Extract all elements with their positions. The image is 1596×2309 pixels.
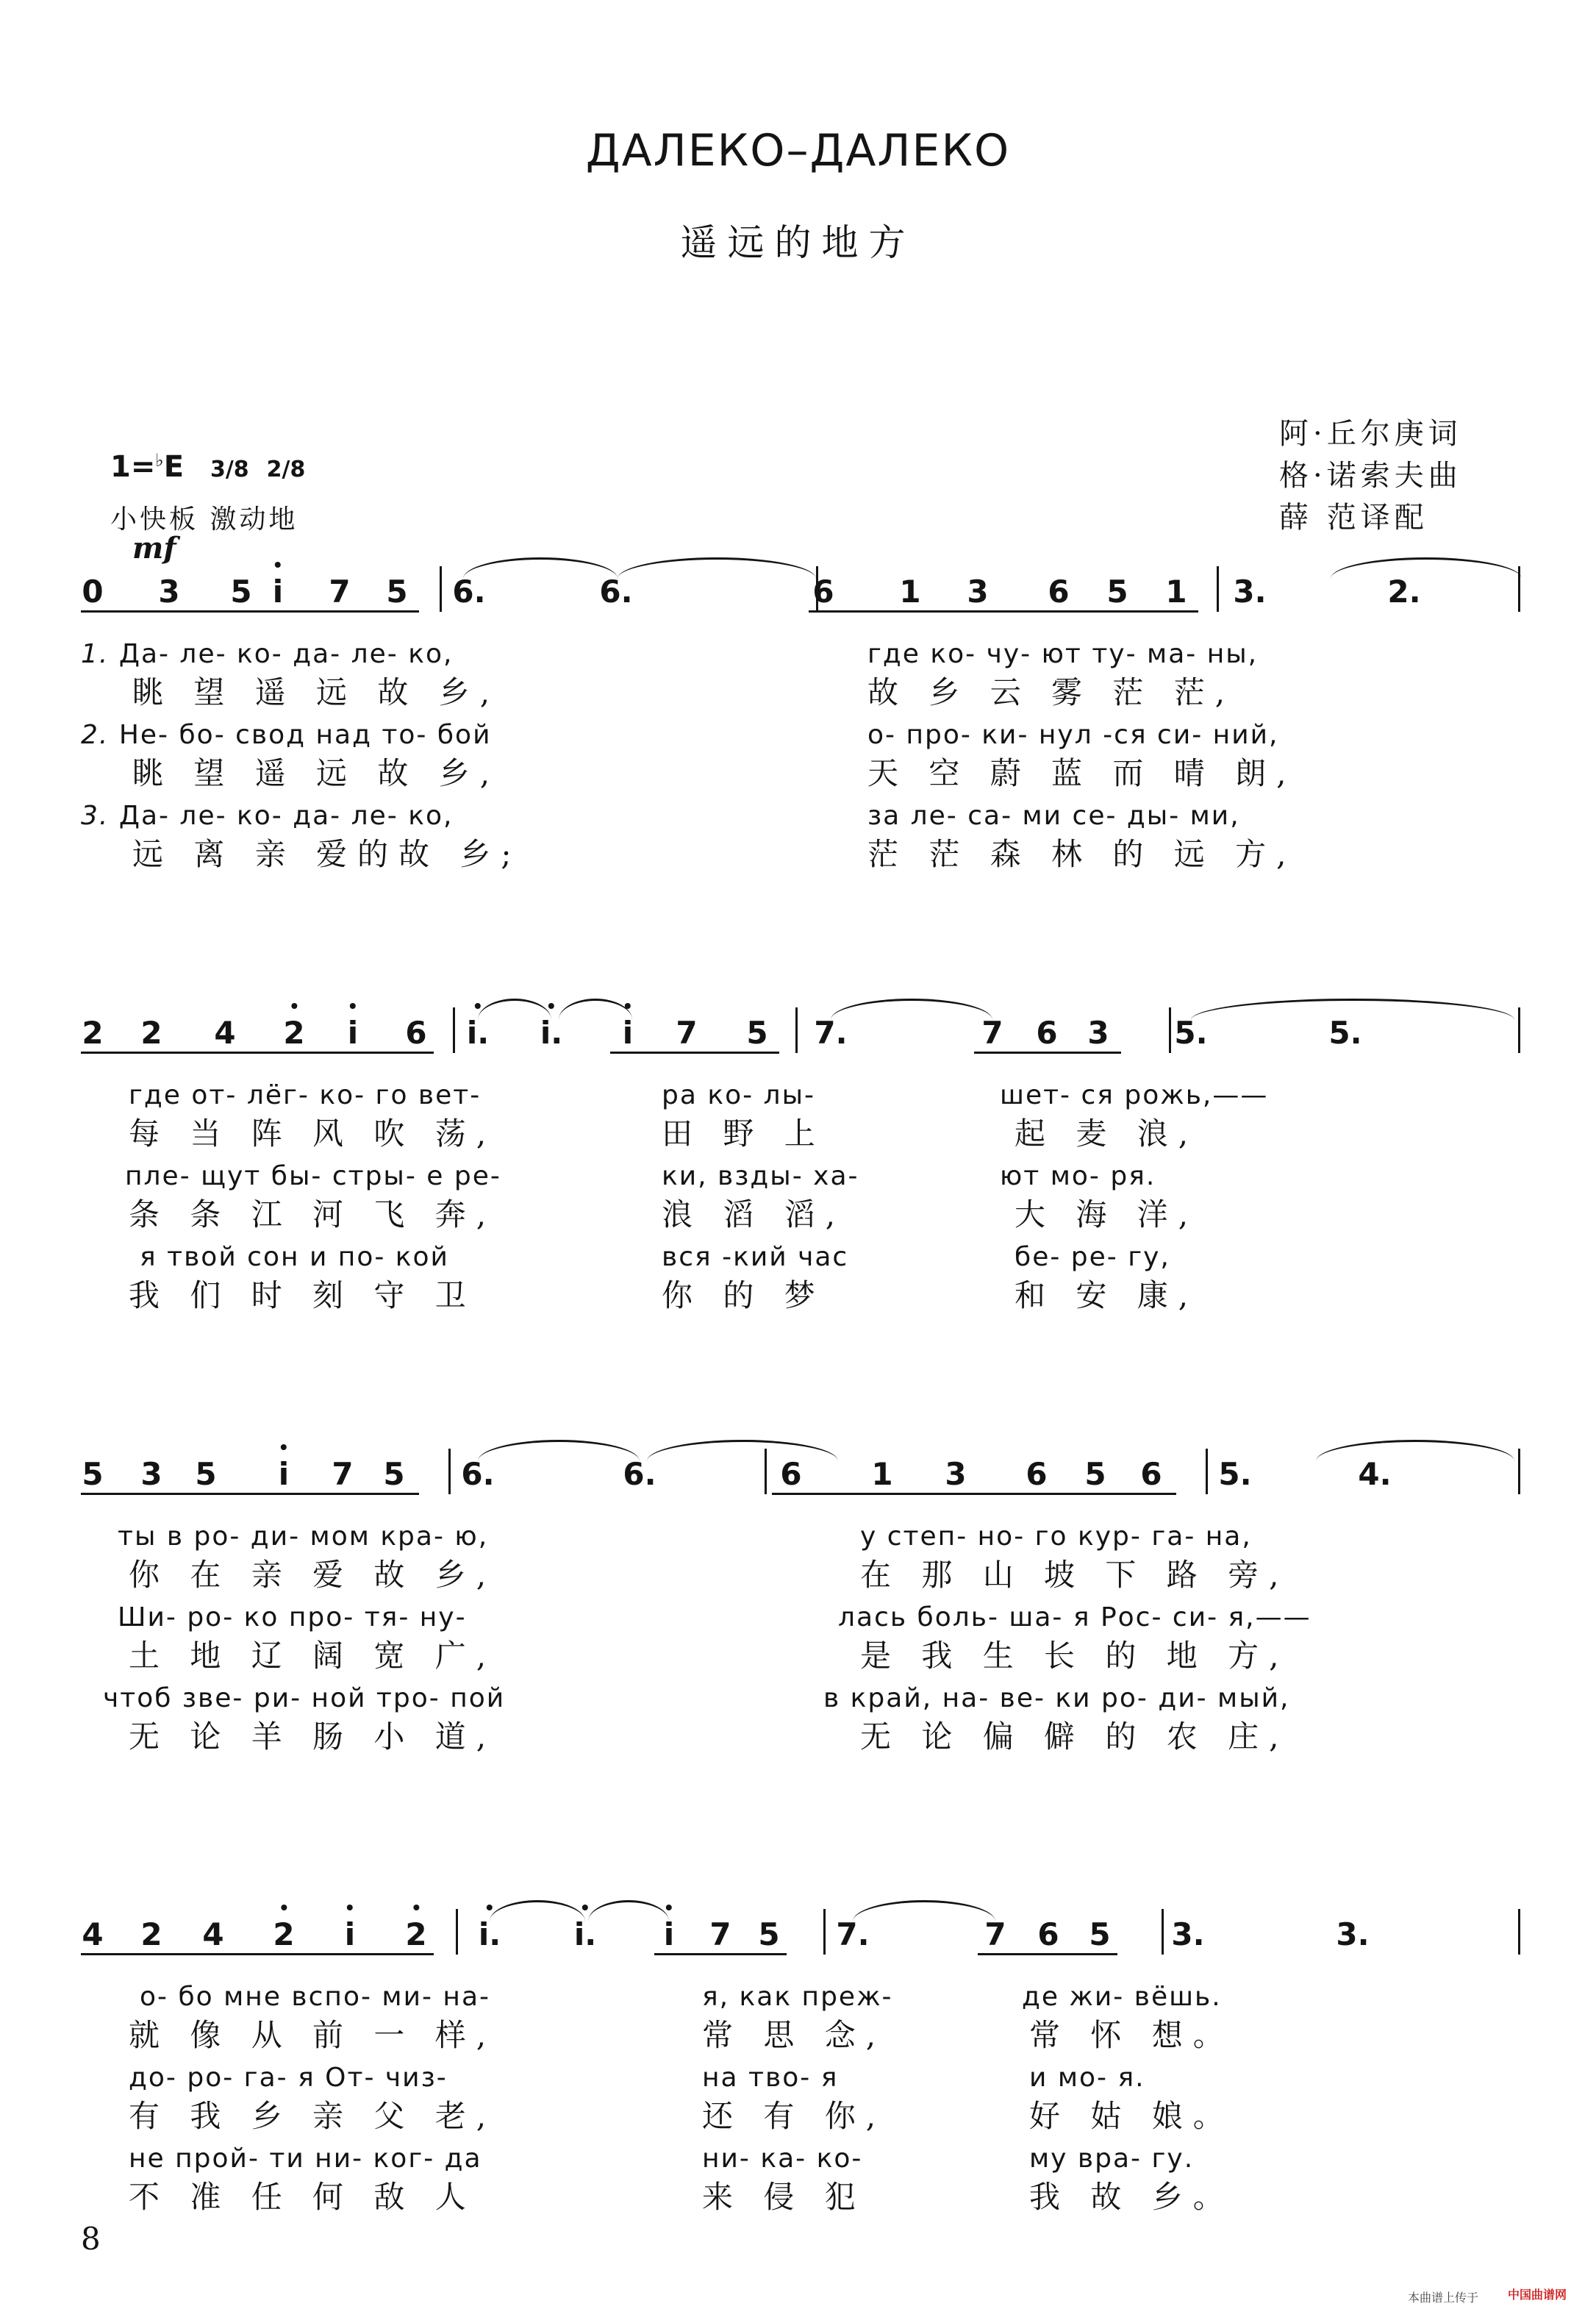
lyrics-line: ты в ро- ди- мом кра- ю, <box>118 1521 489 1552</box>
tie <box>831 999 992 1020</box>
lyrics-line: 我 故 乡。 <box>1029 2179 1234 2215</box>
barline <box>1206 1449 1208 1494</box>
lyrics-line: 来 侵 犯 <box>702 2179 866 2215</box>
note: 6 <box>780 1456 802 1492</box>
note: 6 <box>1026 1456 1048 1492</box>
lyrics-line: где от- лёг- ко- го вет- <box>129 1080 482 1110</box>
lyrics-line: 你 的 梦 <box>662 1277 826 1313</box>
lyrics-line: 浪 滔 滔, <box>662 1196 846 1232</box>
note: 7. <box>836 1916 870 1952</box>
note: 6 <box>812 574 834 610</box>
note: 5 <box>758 1916 780 1952</box>
song-subtitle: 遥远的地方 <box>680 221 916 264</box>
tempo-marking: 小快板 激动地 <box>110 504 298 535</box>
lyrics-line: 无 论 偏 僻 的 农 庄, <box>860 1719 1289 1755</box>
lyrics-line: бе- ре- гу, <box>1015 1242 1170 1272</box>
page-number: 8 <box>81 2221 101 2257</box>
tie <box>647 1440 838 1461</box>
lyrics-line: ра ко- лы- <box>662 1080 815 1110</box>
time-signature-2: 2/8 <box>266 457 306 482</box>
tie <box>490 1900 585 1921</box>
lyrics-line: 3. Да- ле- ко- да- ле- ко, <box>81 801 454 831</box>
note-high: i <box>345 1916 355 1953</box>
note: 7 <box>984 1916 1006 1952</box>
lyrics-line: 故 乡 云 雾 茫 茫, <box>867 674 1236 710</box>
tie <box>588 1900 669 1921</box>
upload-note: 本曲谱上传于 <box>1407 2291 1478 2305</box>
lyrics-line: 我 们 时 刻 守 卫 <box>129 1277 476 1313</box>
note: 4 <box>202 1916 224 1952</box>
lyrics-line: 你 在 亲 爱 故 乡, <box>129 1557 497 1593</box>
lyrics-line: чтоб зве- ри- ной тро- пой <box>103 1683 506 1713</box>
note: 7 <box>981 1015 1003 1051</box>
tie <box>853 1900 995 1921</box>
key-signature <box>110 450 305 484</box>
barline <box>1169 1007 1171 1053</box>
beam <box>610 1052 779 1054</box>
lyrics-line: за ле- са- ми се- ды- ми, <box>867 801 1240 831</box>
barline <box>1217 566 1219 612</box>
lyrics-line: и мо- я. <box>1029 2063 1145 2093</box>
site-logo[interactable]: 中国曲谱网 <box>1507 2288 1567 2302</box>
note: 4 <box>214 1015 236 1051</box>
key-prefix: 1= <box>110 450 156 484</box>
lyrics-line: 起 麦 浪, <box>1015 1116 1199 1152</box>
beam <box>772 1493 1176 1495</box>
beam <box>81 1493 419 1495</box>
note: 5 <box>1106 574 1128 610</box>
lyrics-line: 田 野 上 <box>662 1116 826 1152</box>
note: 5. <box>1174 1015 1208 1051</box>
lyrics-line: ки, взды- ха- <box>662 1161 859 1191</box>
note: 6 <box>1036 1015 1058 1051</box>
note: 6 <box>405 1015 427 1051</box>
dynamic-marking: mf <box>132 531 176 565</box>
note: 5. <box>1218 1456 1252 1492</box>
lyrics-line: у степ- но- го кур- га- на, <box>860 1521 1252 1552</box>
note-high: i <box>273 574 283 610</box>
tie <box>1191 999 1514 1020</box>
lyrics-line: 还 有 你, <box>702 2098 887 2134</box>
barline <box>456 1909 458 1955</box>
beam <box>978 1953 1117 1955</box>
notation-line <box>81 1007 1522 1074</box>
tie <box>1331 557 1522 579</box>
lyrics-line: о- бо мне вспо- ми- на- <box>140 1982 490 2012</box>
note-high: 2 <box>273 1916 294 1953</box>
tie <box>478 1440 640 1461</box>
barline <box>1518 1007 1520 1053</box>
lyrics-line: 不 准 任 何 敌 人 <box>129 2179 476 2215</box>
lyrics-line: 常 怀 想。 <box>1029 2017 1234 2053</box>
lyrics-line: где ко- чу- ют ту- ма- ны, <box>867 639 1259 669</box>
tie <box>463 557 618 579</box>
note: 6 <box>1140 1456 1162 1492</box>
lyrics-line: 无 论 羊 肠 小 道, <box>129 1719 497 1755</box>
beam <box>654 1953 787 1955</box>
lyrics-line: 常 思 念, <box>702 2017 887 2053</box>
note: 2 <box>82 1015 104 1051</box>
note: 5 <box>383 1456 405 1492</box>
lyrics-line: 有 我 乡 亲 父 老, <box>129 2098 497 2134</box>
barline <box>1518 1449 1520 1494</box>
notation-line <box>81 1449 1522 1515</box>
note-high: i <box>279 1456 289 1493</box>
lyrics-line: му вра- гу. <box>1029 2144 1195 2174</box>
note-high: i <box>664 1916 674 1953</box>
lyrics-line: 条 条 江 河 飞 奔, <box>129 1196 497 1232</box>
note: 7 <box>709 1916 731 1952</box>
lyrics-line: лась боль- ша- я Рос- си- я,—— <box>838 1602 1311 1632</box>
note: 7 <box>332 1456 354 1492</box>
barline <box>1162 1909 1164 1955</box>
note: 3 <box>1087 1015 1109 1051</box>
song-title: ДАЛЕКО–ДАЛЕКО <box>585 125 1011 176</box>
notation-line <box>81 1909 1522 1975</box>
note-high: i <box>623 1015 633 1052</box>
note-high: i. <box>540 1015 562 1052</box>
lyrics-line: я, как преж- <box>702 1982 893 2012</box>
lyrics-line: 土 地 辽 阔 宽 广, <box>129 1638 497 1674</box>
note: 5. <box>1328 1015 1362 1051</box>
note: 5 <box>1089 1916 1111 1952</box>
note: 3. <box>1171 1916 1205 1952</box>
time-signature-1: 3/8 <box>210 457 249 482</box>
note: 6. <box>599 574 633 610</box>
lyricist-credit: 阿·丘尔庚词 <box>1279 417 1462 451</box>
composer-credit: 格·诺索夫曲 <box>1279 459 1462 493</box>
note: 4 <box>82 1916 104 1952</box>
note: 2. <box>1387 574 1421 610</box>
note: 5 <box>230 574 252 610</box>
note: 6. <box>623 1456 656 1492</box>
tie <box>478 999 551 1020</box>
tie <box>618 557 816 579</box>
note: 6 <box>1048 574 1070 610</box>
lyrics-line: 1. Да- ле- ко- да- ле- ко, <box>81 639 454 669</box>
lyrics-line: шет- ся рожь,—— <box>1000 1080 1269 1110</box>
lyrics-line: о- про- ки- нул -ся си- ний, <box>867 720 1279 750</box>
lyrics-line: 远 离 亲 爱的故 乡; <box>132 836 522 872</box>
lyrics-line: 就 像 从 前 一 样, <box>129 2017 497 2053</box>
beam <box>81 1953 434 1955</box>
lyrics-line: вся -кий час <box>662 1242 849 1272</box>
lyrics-line: 茫 茫 森 林 的 远 方, <box>867 836 1297 872</box>
lyrics-line: в край, на- ве- ки ро- ди- мый, <box>823 1683 1290 1713</box>
lyrics-line: до- ро- га- я От- чиз- <box>129 2063 448 2093</box>
notation-line <box>81 566 1522 632</box>
tie <box>1316 1440 1514 1461</box>
lyrics-line: 眺 望 遥 远 故 乡, <box>132 674 501 710</box>
lyrics-line: не прой- ти ни- ког- да <box>129 2144 482 2174</box>
lyrics-line: на тво- я <box>702 2063 839 2093</box>
note: 3 <box>140 1456 162 1492</box>
note: 6. <box>452 574 486 610</box>
note-high: 2 <box>283 1015 304 1052</box>
note-high: i. <box>467 1015 489 1052</box>
translator-credit: 薛 范译配 <box>1279 501 1428 535</box>
note: 3 <box>158 574 180 610</box>
note-high: 2 <box>405 1916 426 1953</box>
lyrics-line: 每 当 阵 风 吹 荡, <box>129 1116 497 1152</box>
lyrics-line: 和 安 康, <box>1015 1277 1199 1313</box>
note-high: i. <box>479 1916 501 1953</box>
note: 2 <box>140 1015 162 1051</box>
note: 5 <box>1084 1456 1106 1492</box>
note: 7. <box>814 1015 848 1051</box>
beam <box>81 1052 434 1054</box>
note: 4. <box>1358 1456 1392 1492</box>
note: 6. <box>461 1456 495 1492</box>
lyrics-line: Ши- ро- ко про- тя- ну- <box>118 1602 467 1632</box>
note: 1 <box>899 574 921 610</box>
lyrics-line: 眺 望 遥 远 故 乡, <box>132 755 501 791</box>
note: 3. <box>1233 574 1267 610</box>
lyrics-line: 是 我 生 长 的 地 方, <box>860 1638 1289 1674</box>
note: 3 <box>945 1456 967 1492</box>
lyrics-line: я твой сон и по- кой <box>140 1242 449 1272</box>
barline <box>1518 1909 1520 1955</box>
lyrics-line: ют мо- ря. <box>1000 1161 1156 1191</box>
lyrics-line: 在 那 山 坡 下 路 旁, <box>860 1557 1289 1593</box>
flat-sign: ♭ <box>155 450 164 471</box>
barline <box>765 1449 767 1494</box>
lyrics-line: пле- щут бы- стры- е ре- <box>125 1161 501 1191</box>
barline <box>1518 566 1520 612</box>
beam <box>974 1052 1121 1054</box>
barline <box>440 566 442 612</box>
note-high: i <box>348 1015 358 1052</box>
lyrics-line: 2. Не- бо- свод над то- бой <box>81 720 492 750</box>
lyrics-line: 天 空 蔚 蓝 而 晴 朗, <box>867 755 1297 791</box>
note: 7 <box>329 574 351 610</box>
note: 1 <box>871 1456 893 1492</box>
note: 5 <box>195 1456 217 1492</box>
barline <box>795 1007 798 1053</box>
key-tonic: E <box>163 450 185 484</box>
lyrics-line: де жи- вёшь. <box>1022 1982 1222 2012</box>
barline <box>448 1449 451 1494</box>
note: 6 <box>1037 1916 1059 1952</box>
beam <box>809 610 1198 613</box>
lyrics-line: 好 姑 娘。 <box>1029 2098 1234 2134</box>
note: 5 <box>386 574 408 610</box>
lyrics-line: ни- ка- ко- <box>702 2144 863 2174</box>
note: 3. <box>1336 1916 1370 1952</box>
note: 2 <box>140 1916 162 1952</box>
note: 0 <box>82 574 104 610</box>
note-high: i. <box>574 1916 596 1953</box>
note: 7 <box>676 1015 698 1051</box>
barline <box>453 1007 455 1053</box>
tie <box>559 999 632 1020</box>
note: 5 <box>82 1456 104 1492</box>
lyrics-line: 大 海 洋, <box>1015 1196 1199 1232</box>
note: 5 <box>746 1015 768 1051</box>
note: 3 <box>967 574 989 610</box>
barline <box>823 1909 826 1955</box>
note: 1 <box>1165 574 1187 610</box>
beam <box>81 610 419 613</box>
